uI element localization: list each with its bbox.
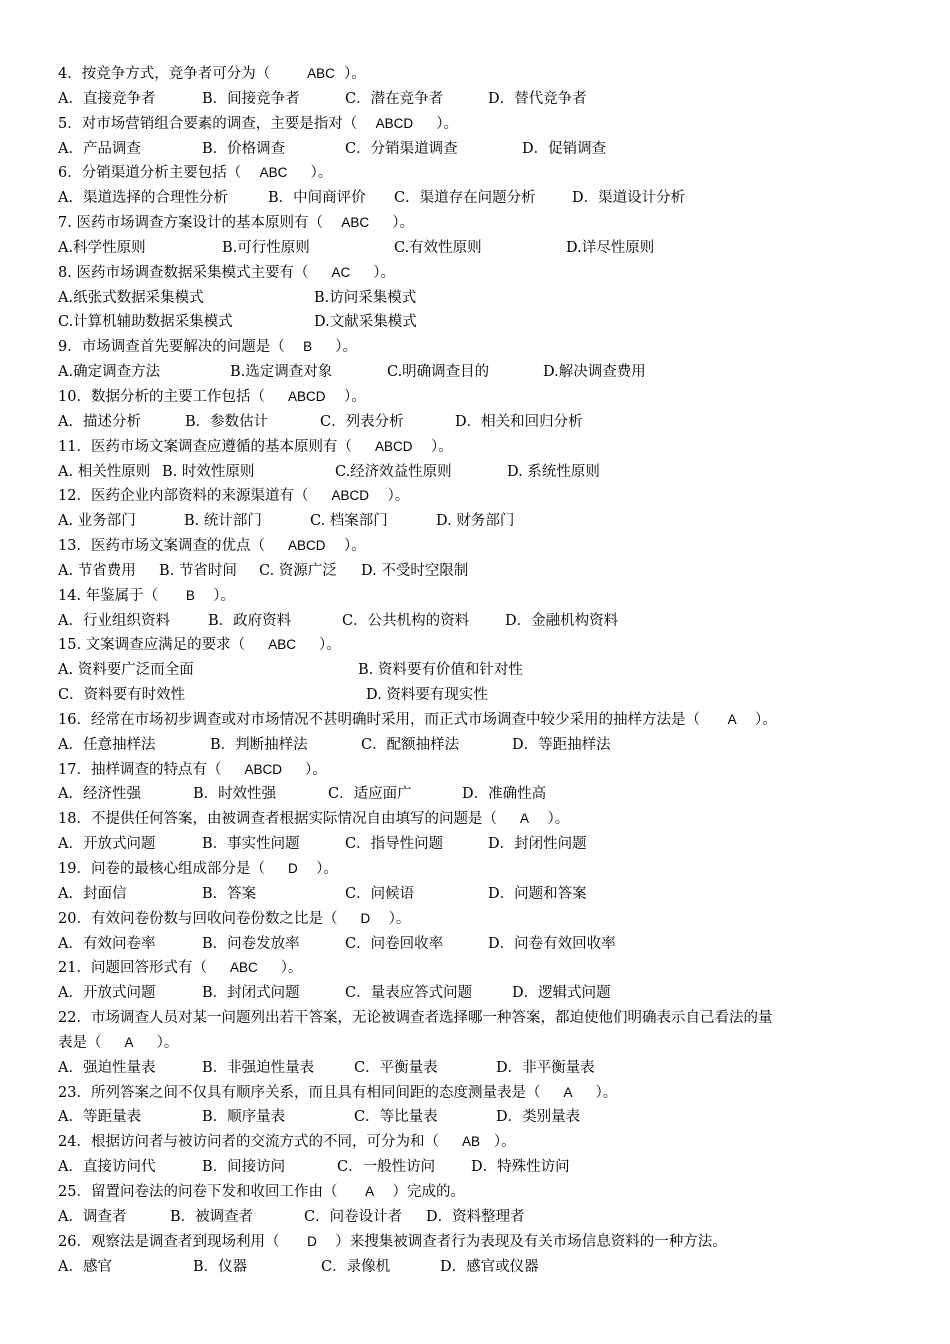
- question-text: [58, 385, 366, 410]
- question-line: [0, 385, 950, 410]
- question-stem: 15. 文案调查应满足的要求（: [58, 637, 269, 654]
- question-line: [0, 1180, 950, 1205]
- option-item: A．开放式问题: [58, 836, 156, 853]
- question-line: [0, 62, 950, 87]
- answer-key: B: [303, 339, 313, 355]
- options-line: [0, 1105, 950, 1130]
- question-text: [58, 62, 366, 87]
- question-text: [58, 484, 409, 509]
- answer-key: ABCD: [288, 538, 326, 554]
- question-tail: ）。: [736, 711, 777, 728]
- answer-key: ABC: [341, 215, 370, 231]
- option-item: D．准确性高: [462, 786, 547, 803]
- question-line: [0, 335, 950, 360]
- option-item: B. 资料要有价值和针对性: [358, 662, 523, 679]
- option-item: A．调查者: [58, 1208, 127, 1225]
- options-line: [0, 733, 950, 758]
- option-item: B．政府资料: [208, 612, 292, 629]
- options-line: [0, 360, 950, 385]
- question-tail: ）。: [325, 388, 366, 405]
- question-tail: ）。: [133, 1034, 179, 1051]
- option-item: D．类别量表: [496, 1109, 581, 1126]
- question-text: 22．市场调查人员对某一问题列出若干答案，无论被调查者选择哪一种答案，都迫使他们明确表示自己看法的量: [58, 1010, 773, 1027]
- question-stem: 4．按竞争方式，竞争者可分为（: [58, 66, 308, 82]
- option-item: C.明确调查目的: [387, 364, 490, 381]
- options-line: [0, 1255, 950, 1280]
- option-item: A．感官: [58, 1258, 112, 1275]
- option-item: A.科学性原则: [58, 239, 146, 256]
- option-item: D. 财务部门: [436, 513, 515, 530]
- question-tail: ）。: [312, 339, 357, 356]
- option-item: D.文献采集模式: [314, 314, 417, 331]
- question-text: [58, 633, 341, 658]
- answer-key: D: [288, 861, 298, 876]
- option-item: A．经济性强: [58, 786, 141, 803]
- question-text: [58, 1230, 727, 1255]
- options-line: [0, 186, 950, 211]
- option-item: B．间接访问: [202, 1159, 286, 1176]
- option-item: C．公共机构的资料: [342, 612, 470, 629]
- option-item: D．促销调查: [522, 140, 607, 157]
- option-item: C．问卷回收率: [345, 935, 444, 952]
- answer-key: A: [124, 1034, 134, 1050]
- question-tail: ）。: [369, 215, 414, 232]
- option-item: A．封面信: [58, 885, 127, 902]
- question-line: [0, 857, 950, 882]
- question-line: [0, 112, 950, 137]
- option-item: A．有效问卷率: [58, 935, 156, 952]
- option-item: C. 资源广泛: [259, 562, 337, 579]
- question-line: [0, 435, 950, 460]
- option-item: D．感官或仪器: [440, 1258, 539, 1275]
- options-line: [0, 683, 950, 708]
- option-item: A. 业务部门: [58, 513, 136, 530]
- option-item: D. 系统性原则: [507, 463, 600, 480]
- option-item: B．顺序量表: [202, 1109, 286, 1126]
- answer-key: ABCD: [331, 488, 370, 504]
- option-item: D．问题和答案: [488, 885, 587, 902]
- question-text: [58, 335, 357, 360]
- option-item: C．等比量表: [354, 1109, 438, 1126]
- option-item: D.详尽性原则: [566, 239, 655, 256]
- option-item: C.计算机辅助数据采集模式: [58, 314, 233, 331]
- option-item: D．问卷有效回收率: [488, 935, 616, 952]
- options-line: [0, 460, 950, 485]
- options-line: [0, 236, 950, 261]
- option-item: A．强迫性量表: [58, 1059, 156, 1076]
- answer-key: A: [520, 811, 530, 827]
- options-line: [0, 981, 950, 1006]
- options-line: [0, 932, 950, 957]
- option-item: A．任意抽样法: [58, 736, 156, 753]
- question-text: [58, 435, 453, 460]
- answer-key: A: [727, 711, 737, 727]
- options-line: [0, 1205, 950, 1230]
- question-stem: 20．有效问卷份数与回收问卷份数之比是（: [58, 910, 361, 927]
- option-item: A．直接竞争者: [58, 90, 156, 107]
- question-line: [0, 484, 950, 509]
- options-line: [0, 782, 950, 807]
- option-item: C．录像机: [321, 1258, 391, 1275]
- question-stem: 25．留置问卷法的问卷下发和收回工作由（: [58, 1183, 366, 1200]
- question-text: [58, 857, 338, 882]
- options-line: [0, 310, 950, 335]
- options-line: [0, 882, 950, 907]
- question-stem: 5．对市场营销组合要素的调查，主要是指对（: [58, 115, 376, 132]
- question-stem: 21．问题回答形式有（: [58, 960, 230, 977]
- question-tail: ）来搜集被调查者行为表现及有关市场信息资料的一种方法。: [316, 1233, 727, 1250]
- option-item: B.访问采集模式: [314, 289, 417, 306]
- question-stem: 10．数据分析的主要工作包括（: [58, 388, 288, 405]
- question-tail: ）。: [334, 66, 366, 82]
- question-line: [0, 161, 950, 186]
- answer-key: ABCD: [375, 115, 414, 131]
- question-stem: 18．不提供任何答案，由被调查者根据实际情况自由填写的问题是（: [58, 811, 520, 828]
- option-item: C．适应面广: [328, 786, 412, 803]
- question-line: [0, 633, 950, 658]
- question-text: [58, 584, 235, 609]
- question-line: [0, 758, 950, 783]
- question-tail: ）。: [369, 488, 410, 505]
- option-item: B．参数估计: [185, 413, 269, 430]
- question-text: [58, 211, 414, 236]
- answer-key: ABC: [230, 960, 258, 976]
- answer-key: AB: [462, 1134, 481, 1150]
- question-stem: 表是（: [58, 1034, 125, 1051]
- answer-key: ABCD: [375, 438, 413, 454]
- options-line: [0, 832, 950, 857]
- question-stem: 11．医药市场文案调查应遵循的基本原则有（: [58, 438, 375, 455]
- question-text: [58, 1081, 617, 1106]
- answer-key: D: [307, 1233, 317, 1249]
- question-tail: ）。: [297, 861, 338, 877]
- answer-key: A: [365, 1183, 375, 1199]
- question-text: [58, 1180, 465, 1205]
- option-item: C.有效性原则: [394, 239, 482, 256]
- option-item: C．配额抽样法: [361, 736, 460, 753]
- question-line: [0, 708, 950, 733]
- option-item: C．分销渠道调查: [345, 140, 458, 157]
- option-item: A．等距量表: [58, 1109, 141, 1126]
- option-item: D．相关和回归分析: [455, 413, 583, 430]
- question-stem: 14. 年鉴属于（: [58, 587, 186, 604]
- options-line: [0, 509, 950, 534]
- question-tail: ）完成的。: [374, 1183, 466, 1200]
- question-line: [0, 261, 950, 286]
- options-line: [0, 658, 950, 683]
- option-item: A．描述分析: [58, 413, 141, 430]
- option-item: B.可行性原则: [222, 239, 310, 256]
- option-item: A．开放式问题: [58, 985, 156, 1002]
- question-tail: ）。: [370, 910, 411, 927]
- question-line: [0, 584, 950, 609]
- question-text: [58, 708, 777, 733]
- document-page: [0, 62, 950, 1279]
- option-item: D．等距抽样法: [512, 736, 611, 753]
- question-tail: ）。: [282, 761, 327, 778]
- options-line: [0, 410, 950, 435]
- option-item: D．非平衡量表: [496, 1059, 595, 1076]
- question-text: [58, 956, 303, 981]
- question-stem: 8. 医药市场调查数据采集模式主要有（: [58, 264, 332, 281]
- question-text: [58, 1130, 516, 1155]
- question-text: [58, 161, 332, 186]
- answer-key: ABC: [307, 66, 335, 81]
- option-item: A．行业组织资料: [58, 612, 170, 629]
- options-line: [0, 559, 950, 584]
- option-item: B．答案: [202, 885, 257, 902]
- question-stem: 12．医药企业内部资料的来源渠道有（: [58, 488, 332, 505]
- question-text: [58, 807, 569, 832]
- question-text: [58, 758, 327, 783]
- question-line: [0, 1031, 950, 1056]
- option-item: C．指导性问题: [345, 836, 444, 853]
- question-line: [0, 211, 950, 236]
- question-stem: 9．市场调查首先要解决的问题是（: [58, 339, 304, 356]
- option-item: A.纸张式数据采集模式: [58, 289, 204, 306]
- question-stem: 26．观察法是调查者到现场利用（: [58, 1233, 308, 1250]
- question-tail: ）。: [480, 1134, 516, 1151]
- option-item: D．渠道设计分析: [572, 190, 686, 207]
- options-line: [0, 137, 950, 162]
- option-item: C．列表分析: [320, 413, 404, 430]
- option-item: B．中间商评价: [268, 190, 366, 207]
- option-item: C. 档案部门: [310, 513, 388, 530]
- option-item: D.解决调查费用: [543, 364, 646, 381]
- options-line: [0, 1056, 950, 1081]
- question-tail: ）。: [412, 438, 453, 455]
- option-item: C．一般性访问: [337, 1159, 436, 1176]
- question-stem: 13．医药市场文案调查的优点（: [58, 538, 288, 555]
- option-item: B．时效性强: [193, 786, 277, 803]
- option-item: D．封闭性问题: [488, 836, 587, 853]
- question-text: [58, 112, 458, 137]
- option-item: B．仪器: [193, 1258, 248, 1275]
- option-item: D．逻辑式问题: [512, 985, 611, 1002]
- options-line: [0, 609, 950, 634]
- option-item: A．直接访问代: [58, 1159, 156, 1176]
- question-stem: 23．所列答案之间不仅具有顺序关系，而且具有相同间距的态度测量表是（: [58, 1084, 564, 1101]
- question-line: [0, 534, 950, 559]
- question-text: [58, 907, 410, 932]
- answer-key: B: [185, 587, 195, 603]
- option-item: C．平衡量表: [354, 1059, 438, 1076]
- option-item: C．资料要有时效性: [58, 687, 186, 704]
- option-item: B．非强迫性量表: [202, 1059, 315, 1076]
- option-item: A．产品调查: [58, 140, 141, 157]
- options-line: [0, 1155, 950, 1180]
- option-item: A. 资料要广泛而全面: [58, 662, 194, 679]
- option-item: C．量表应答式问题: [345, 985, 473, 1002]
- option-item: A.确定调查方法: [58, 364, 161, 381]
- question-stem: 7. 医药市场调查方案设计的基本原则有（: [58, 215, 342, 232]
- question-tail: ）。: [295, 637, 341, 654]
- option-item: C.经济效益性原则: [335, 463, 452, 480]
- question-tail: ）。: [572, 1084, 618, 1101]
- question-stem: 24．根据访问者与被访问者的交流方式的不同，可分为和（: [58, 1134, 462, 1151]
- option-item: B．事实性问题: [202, 836, 300, 853]
- option-item: B．封闭式问题: [202, 985, 300, 1002]
- question-line: [0, 1081, 950, 1106]
- question-stem: 17．抽样调查的特点有（: [58, 761, 245, 778]
- question-tail: ）。: [529, 811, 570, 828]
- option-item: C．渠道存在问题分析: [394, 190, 536, 207]
- text-line: [0, 1006, 950, 1031]
- question-text: [58, 261, 395, 286]
- option-item: B．间接竞争者: [202, 90, 300, 107]
- question-text: [58, 534, 366, 559]
- answer-key: ABCD: [288, 388, 326, 404]
- question-stem: 19．问卷的最核心组成部分是（: [58, 861, 288, 877]
- question-tail: ）。: [194, 587, 236, 604]
- question-text: [58, 1031, 178, 1056]
- answer-key: ABCD: [244, 761, 283, 777]
- question-stem: 6．分销渠道分析主要包括（: [58, 165, 260, 182]
- question-stem: 16．经常在市场初步调查或对市场情况不甚明确时采用，而正式市场调查中较少采用的抽样方法是（: [58, 711, 728, 728]
- question-line: [0, 807, 950, 832]
- option-item: C．潜在竞争者: [345, 90, 444, 107]
- option-item: B．判断抽样法: [210, 736, 308, 753]
- options-line: [0, 87, 950, 112]
- option-item: B. 节省时间: [159, 562, 237, 579]
- option-item: B. 时效性原则: [162, 463, 255, 480]
- question-line: [0, 956, 950, 981]
- option-item: C．问卷设计者: [304, 1208, 403, 1225]
- option-item: B．价格调查: [202, 140, 286, 157]
- answer-key: ABC: [268, 637, 296, 653]
- answer-key: A: [563, 1084, 573, 1100]
- question-tail: ）。: [287, 165, 333, 182]
- answer-key: D: [360, 910, 371, 926]
- option-item: B．被调查者: [170, 1208, 254, 1225]
- question-tail: ）。: [325, 538, 366, 555]
- option-item: D．资料整理者: [426, 1208, 525, 1225]
- options-line: [0, 286, 950, 311]
- option-item: D．特殊性访问: [471, 1159, 570, 1176]
- answer-key: AC: [331, 264, 351, 280]
- option-item: A．渠道选择的合理性分析: [58, 190, 228, 207]
- question-tail: ）。: [350, 264, 396, 281]
- question-line: [0, 1230, 950, 1255]
- option-item: A. 节省费用: [58, 562, 136, 579]
- option-item: D．金融机构资料: [505, 612, 619, 629]
- option-item: B.选定调查对象: [230, 364, 333, 381]
- option-item: D．替代竞争者: [488, 90, 587, 107]
- option-item: A. 相关性原则: [58, 463, 151, 480]
- answer-key: ABC: [259, 165, 288, 181]
- option-item: B. 统计部门: [184, 513, 262, 530]
- option-item: C．问候语: [345, 885, 415, 902]
- option-item: B．问卷发放率: [202, 935, 300, 952]
- question-line: [0, 1130, 950, 1155]
- question-line: [0, 907, 950, 932]
- question-tail: ）。: [257, 960, 303, 977]
- option-item: D. 资料要有现实性: [366, 687, 488, 704]
- question-tail: ）。: [413, 115, 458, 132]
- option-item: D. 不受时空限制: [361, 562, 469, 579]
